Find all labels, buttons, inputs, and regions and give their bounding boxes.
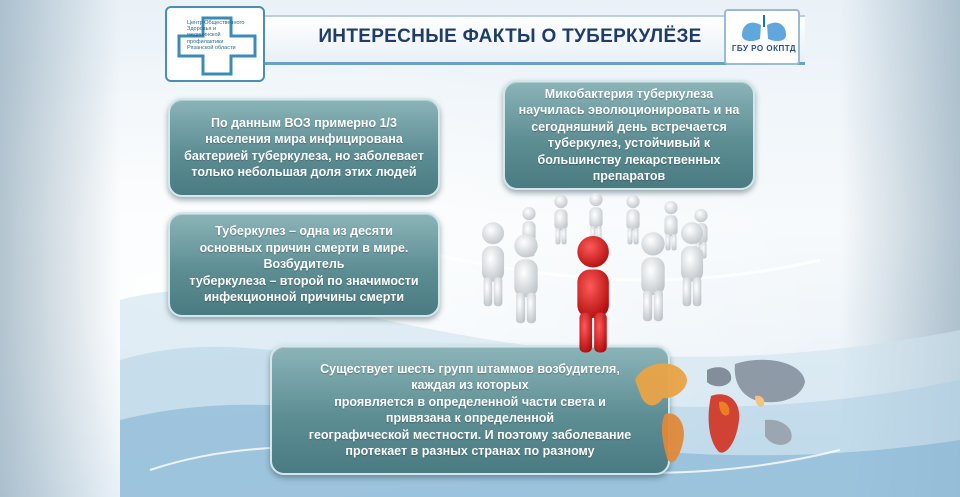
fact-text: Существует шесть групп штаммов возбудителя, каждая из которых проявляется в определенной части света и привязана к определенной географической местности. И поэтому заболевание протекает в разных странах по разному xyxy=(308,361,632,458)
red-figure xyxy=(577,236,609,353)
fact-box-strains xyxy=(270,345,670,475)
fact-box-who xyxy=(168,98,440,197)
logo-tb-dispensary xyxy=(724,9,800,65)
logo-tb-dispensary-text: ГБУ РО ОКПТД xyxy=(731,44,797,53)
lungs-icon xyxy=(728,13,800,45)
fact-box-resistance xyxy=(503,80,755,190)
logo-health-center-text: Центр Общественного Здоровья и медицинской профилактики Рязанской области xyxy=(187,20,245,51)
world-map-illustration xyxy=(615,340,815,480)
fact-text: Микобактерия туберкулеза научилась эволюционировать и на сегодняшний день встречается туберкулез, устойчивый к большинству лекарственных препаратов xyxy=(518,86,740,183)
fact-text: Туберкулез – одна из десяти основных причин смерти в мире. Возбудитель туберкулеза – второй по значимости инфекционной причины смерти xyxy=(189,224,419,305)
crowd-illustration xyxy=(470,185,730,355)
back-row-figures xyxy=(522,193,707,259)
fact-text: По данным ВОЗ примерно 1/3 населения мира инфицирована бактерией туберкулеза, но заболевает только небольшая доля этих людей xyxy=(184,115,424,179)
page-title: ИНТЕРЕСНЫЕ ФАКТЫ О ТУБЕРКУЛЁЗЕ xyxy=(318,26,702,47)
fact-box-death-causes xyxy=(168,212,440,317)
logo-health-center xyxy=(165,6,265,82)
